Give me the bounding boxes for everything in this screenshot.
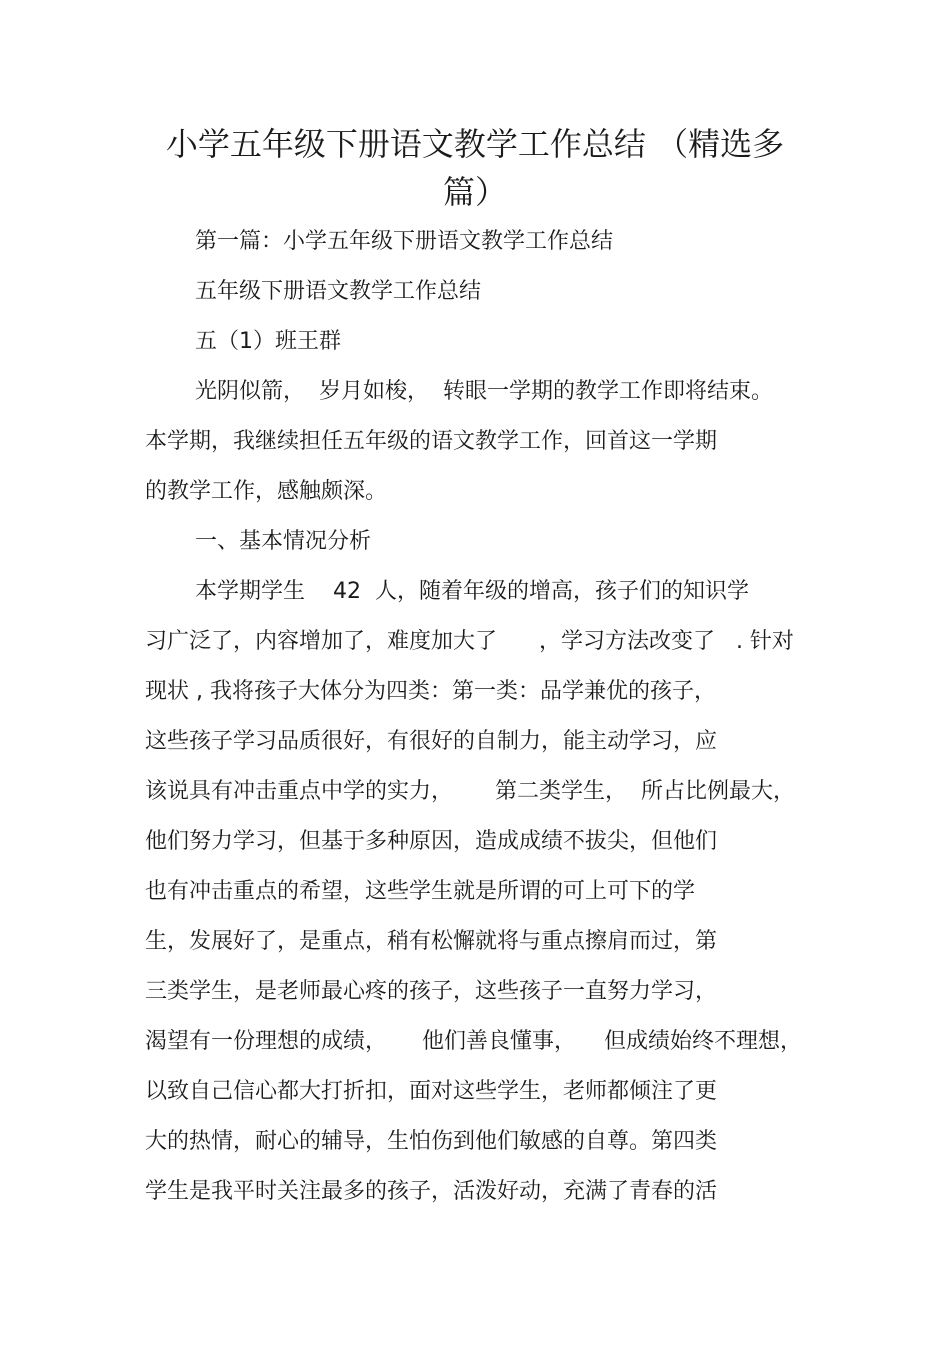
paragraph-line: 也有冲击重点的希望，这些学生就是所谓的可上可下的学 (145, 879, 696, 904)
paragraph-line: 渴望有一份理想的成绩， 他们善良懂事， 但成绩始终不理想， (145, 1029, 802, 1054)
paragraph-line: 习广泛了，内容增加了，难度加大了 ，学习方法改变了 . 针对 (145, 629, 794, 654)
paragraph-line: 该说具有冲击重点中学的实力， 第二类学生， 所占比例最大， (145, 779, 795, 804)
document-title-line-1: 小学五年级下册语文教学工作总结 （精选多 (165, 125, 785, 163)
section-heading: 一、基本情况分析 (195, 529, 372, 554)
paragraph-line: 本学期学生 42 人，随着年级的增高，孩子们的知识学 (195, 579, 749, 604)
paragraph-line: 现状 , 我将孩子大体分为四类：第一类：品学兼优的孩子， (145, 679, 716, 704)
paragraph-line: 他们努力学习，但基于多种原因，造成成绩不拔尖，但他们 (145, 829, 718, 854)
subtitle: 五年级下册语文教学工作总结 (195, 279, 482, 304)
paragraph-line: 生，发展好了，是重点，稍有松懈就将与重点擦肩而过，第 (145, 929, 718, 954)
paragraph-line: 这些孩子学习品质很好，有很好的自制力，能主动学习，应 (145, 729, 718, 754)
paragraph-line: 光阴似箭， 岁月如梭， 转眼一学期的教学工作即将结束。 (195, 379, 773, 404)
document-title-line-2: 篇） (442, 173, 507, 211)
section-heading: 第一篇：小学五年级下册语文教学工作总结 (195, 229, 614, 254)
paragraph-line: 学生是我平时关注最多的孩子，活泼好动，充满了青春的活 (145, 1179, 718, 1204)
paragraph-line: 三类学生，是老师最心疼的孩子，这些孩子一直努力学习， (145, 979, 718, 1004)
paragraph-line: 大的热情，耐心的辅导，生怕伤到他们敏感的自尊。第四类 (145, 1129, 718, 1154)
paragraph-line: 以致自己信心都大打折扣，面对这些学生，老师都倾注了更 (145, 1079, 718, 1104)
paragraph-line: 的教学工作，感触颇深。 (145, 479, 388, 504)
author-line: 五（1）班王群 (195, 329, 341, 354)
paragraph-line: 本学期，我继续担任五年级的语文教学工作，回首这一学期 (145, 429, 718, 454)
